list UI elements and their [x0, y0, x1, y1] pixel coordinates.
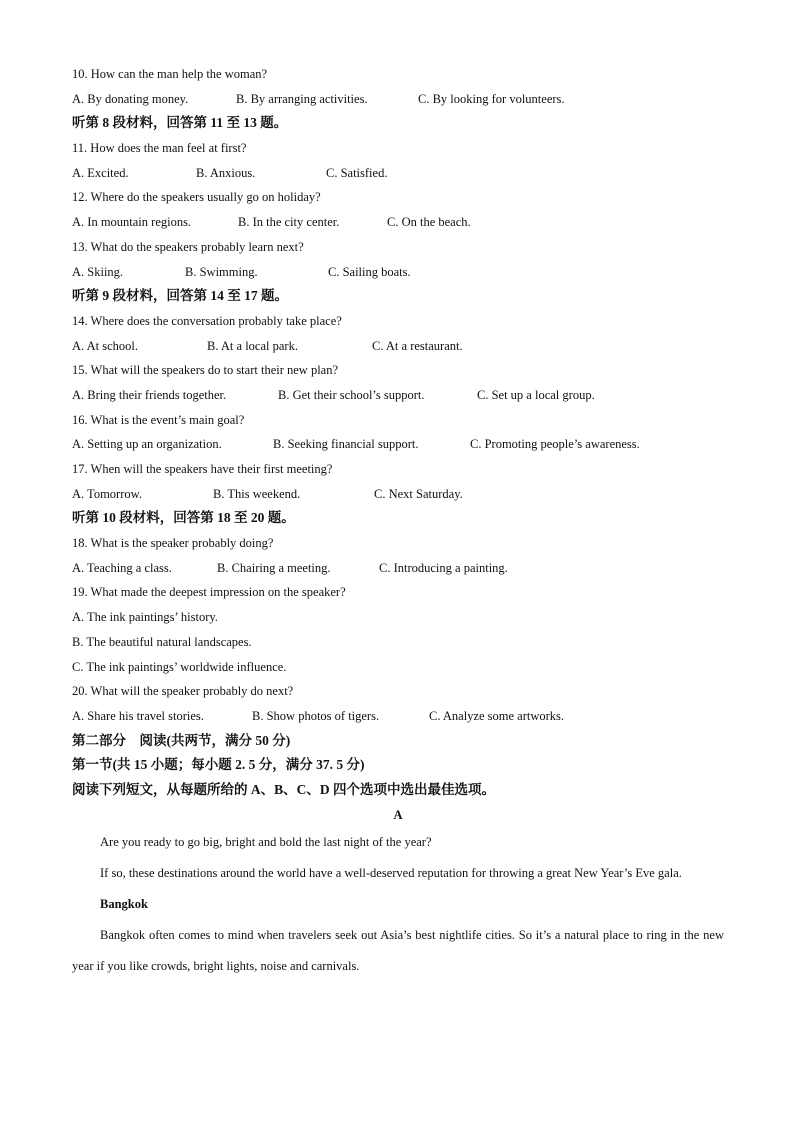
- option-a: A. Teaching a class.: [72, 560, 172, 575]
- option-c: C. Satisfied.: [326, 165, 388, 180]
- question-13: 13. What do the speakers probably learn next?: [72, 239, 304, 254]
- option-b: B. Seeking financial support.: [273, 437, 419, 452]
- options-11: [72, 161, 724, 186]
- question-16: 16. What is the event’s main goal?: [72, 412, 245, 427]
- part-two-heading: 第二部分 阅读(共两节，满分 50 分): [72, 732, 291, 748]
- section-heading-9: 听第 9 段材料，回答第 14 至 17 题。: [72, 288, 288, 304]
- question-20: 20. What will the speaker probably do next?: [72, 684, 294, 699]
- passage-paragraph-3: Bangkok often comes to mind when travelers seek out Asia’s best nightlife cities. So it’s a natural place to ring in the new year if you like crowds, bright lights, noise and carnivals.: [72, 928, 724, 974]
- option-c: C. Analyze some artworks.: [429, 708, 565, 723]
- option-a: A. In mountain regions.: [72, 215, 192, 230]
- passage-paragraph-2: If so, these destinations around the world have a well-deserved reputation for throwing a great New Year’s Eve gala.: [100, 866, 682, 881]
- option-c: C. Introducing a painting.: [379, 560, 508, 575]
- option-a: A. The ink paintings’ history.: [72, 610, 218, 625]
- options-16: [72, 432, 724, 457]
- option-c: C. Next Saturday.: [374, 486, 463, 501]
- section-heading-10: 听第 10 段材料，回答第 18 至 20 题。: [72, 510, 295, 526]
- option-a: A. Skiing.: [72, 264, 124, 279]
- option-b: B. Chairing a meeting.: [217, 560, 331, 575]
- question-12: 12. Where do the speakers usually go on holiday?: [72, 190, 321, 205]
- options-20: [72, 704, 724, 729]
- option-a: A. Tomorrow.: [72, 486, 142, 501]
- option-a: A. Share his travel stories.: [72, 708, 204, 723]
- question-11: 11. How does the man feel at first?: [72, 141, 247, 156]
- question-19: 19. What made the deepest impression on the speaker?: [72, 585, 346, 600]
- exam-page: [72, 62, 724, 982]
- option-b: B. The beautiful natural landscapes.: [72, 634, 252, 649]
- options-12: [72, 210, 724, 235]
- option-a: A. Bring their friends together.: [72, 387, 227, 402]
- option-c: C. At a restaurant.: [372, 338, 463, 353]
- option-a: A. Setting up an organization.: [72, 437, 222, 452]
- question-14: 14. Where does the conversation probably take place?: [72, 313, 342, 328]
- passage-paragraph-1: Are you ready to go big, bright and bold the last night of the year?: [100, 835, 432, 850]
- option-b: B. Show photos of tigers.: [252, 708, 380, 723]
- option-b: B. Swimming.: [185, 264, 258, 279]
- passage-subheading: Bangkok: [100, 897, 148, 912]
- options-17: [72, 482, 724, 507]
- option-b: B. In the city center.: [238, 215, 340, 230]
- option-a: A. At school.: [72, 338, 138, 353]
- option-a: A. Excited.: [72, 165, 129, 180]
- option-c: C. By looking for volunteers.: [418, 91, 565, 106]
- option-b: B. At a local park.: [207, 338, 298, 353]
- option-b: B. Get their school’s support.: [278, 387, 425, 402]
- section-heading-8: 听第 8 段材料，回答第 11 至 13 题。: [72, 115, 288, 131]
- options-13: [72, 260, 724, 285]
- question-17: 17. When will the speakers have their first meeting?: [72, 462, 333, 476]
- question-18: 18. What is the speaker probably doing?: [72, 536, 274, 551]
- options-14: [72, 334, 724, 359]
- option-c: C. The ink paintings’ worldwide influence.: [72, 659, 287, 674]
- option-c: C. Set up a local group.: [477, 387, 595, 402]
- section-one-heading: 第一节(共 15 小题；每小题 2. 5 分，满分 37. 5 分): [72, 757, 365, 773]
- option-c: C. Sailing boats.: [328, 264, 411, 279]
- option-a: A. By donating money.: [72, 91, 189, 106]
- passage-label: A: [393, 807, 403, 822]
- options-10: [72, 87, 724, 112]
- options-18: [72, 556, 724, 581]
- options-15: [72, 383, 724, 408]
- option-c: C. Promoting people’s awareness.: [470, 437, 640, 452]
- option-b: B. This weekend.: [213, 486, 301, 501]
- reading-instruction: 阅读下列短文，从每题所给的 A、B、C、D 四个选项中选出最佳选项。: [72, 781, 496, 797]
- option-c: C. On the beach.: [387, 215, 471, 230]
- question-10: 10. How can the man help the woman?: [72, 67, 268, 81]
- option-b: B. Anxious.: [196, 165, 256, 180]
- option-b: B. By arranging activities.: [236, 91, 368, 106]
- question-15: 15. What will the speakers do to start their new plan?: [72, 363, 339, 378]
